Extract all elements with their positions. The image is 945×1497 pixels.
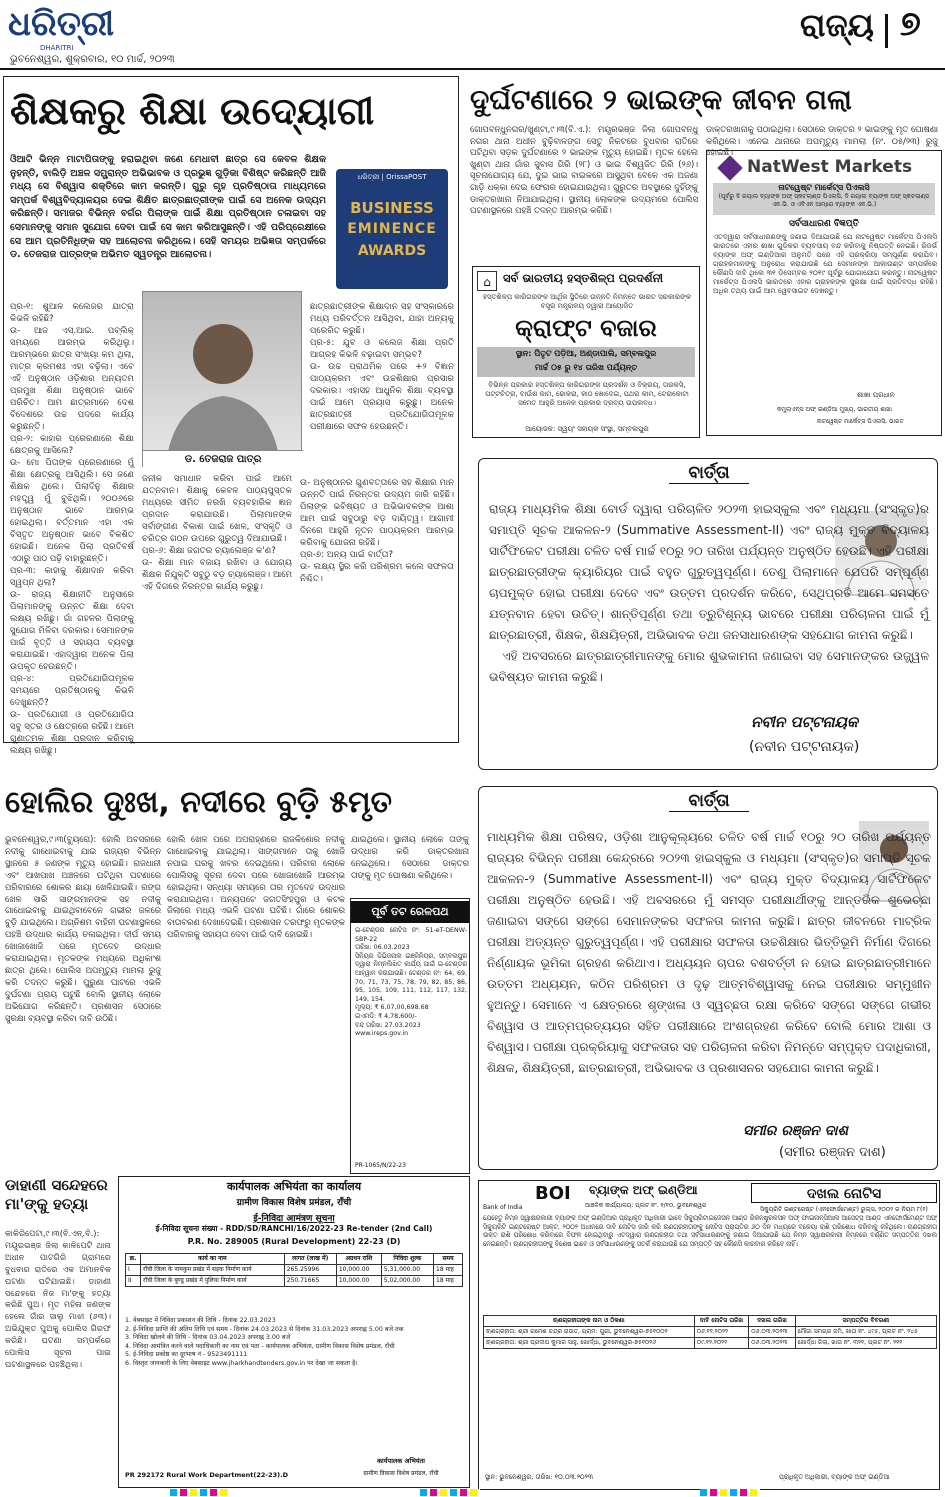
natwest-notice bbox=[706, 150, 942, 436]
award-title-3: AWARDS bbox=[357, 243, 427, 259]
jh-title-2: ग्रामीण विकास विशेष प्रमंडल, राँची bbox=[236, 1198, 352, 1208]
table-cell: 5,31,000.00 bbox=[381, 1265, 433, 1276]
story1-column-1: ପ୍ର-୧: ଶୁଆଳ କଲେଜର ଯାତ୍ରା କିଭଳି ରହିଛି? ଉ- ଆଜ ଏସ୍.ଆଇ. ପବ୍ଲିକ୍ ସମୟରେ ଆରମ୍ଭ କରିଥିଲୁ। ଆରମ୍ଭରେ ଛାତ୍ର ସଂଖ୍ୟା କମ ଥିଲା, ମାତ୍ର କ୍ରମଶଃ ଏହା ବଢ଼ିଲା। ଏବେ ଏହି ଅନୁଷ୍ଠାନ ଓଡ଼ିଶାର ଅନ୍ୟତମ ପ୍ରମୁଖ ଶିକ୍ଷା ଅନୁଷ୍ଠାନ ଭାବେ ପରିଚିତ। ଆମ ଛାତ୍ରମାନେ ଦେଶ ବିଦେଶରେ ଉଚ୍ଚ ପଦରେ କାର୍ଯ୍ୟ କରୁଛନ୍ତି। ପ୍ର-୨: କାହାର ପ୍ରେରଣାରେ ଶିକ୍ଷା କ୍ଷେତ୍ରକୁ ଆସିଲେ? ଉ- ମୋ ପିତାଙ୍କ ପ୍ରେରଣାରେ ମୁଁ ଶିକ୍ଷା କ୍ଷେତ୍ରକୁ ଆସିଥିଲି। ସେ ଜଣେ ଶିକ୍ଷକ ଥିଲେ। ପିଲାଦିନୁ ଶିକ୍ଷାର ମହତ୍ତ୍ୱ ମୁଁ ବୁଝିଥିଲି। ୨୦୦୬ରେ ଅନୁଷ୍ଠାନ ଭାବେ ଆରମ୍ଭ ହୋଇଥିଲା। ବର୍ତ୍ତମାନ ଏହା ଏକ ବିସ୍ତୃତ ଅନୁଷ୍ଠାନ ଭାବେ ବିକଶିତ ହୋଇଛି। ଅନେକ ପିଲା ପ୍ରତିବର୍ଷ ଏଠାରୁ ପାଠ ପଢ଼ି ବାହାରୁଛନ୍ତି। ପ୍ର-୩: କାହାକୁ ଶିକ୍ଷାଦାନ କରିବା ସ୍ୱପ୍ନ ଥିଲା? ଉ- ରାଜ୍ୟ ଶିକ୍ଷାନୀତି ଅନୁସାରେ ପିଲାମାନଙ୍କୁ ଉନ୍ନତ ଶିକ୍ଷା ଦେବା ଲକ୍ଷ୍ୟ ରଖିଛୁ। ଗାଁ ଗହଳର ପିଲାଙ୍କୁ ସୁଯୋଗ ମିଳିବା ଦରକାର। ସେମାନଙ୍କ ପାଇଁ ବୃତ୍ତି ଓ ସହାୟତା ବ୍ୟବସ୍ଥା କରାଯାଇଛି। ଏହାଦ୍ୱାରା ଅନେକ ପିଲା ଉପକୃତ ହେଉଛନ୍ତି। ପ୍ର-୪: ପ୍ରତିଯୋଗିତାମୂଳକ ସମୟରେ ପ୍ରତିଷ୍ଠାନକୁ କିଭଳି ଦେଖୁଛନ୍ତି? ଉ- ପ୍ରତିଯୋଗୀ ଓ ପ୍ରତିଯୋଗିତା ସବୁ ସ୍ତର ଓ କ୍ଷେତ୍ରରେ ରହିଛି। ଆମେ ଗୁଣାତ୍ମକ ଶିକ୍ଷା ପ୍ରଦାନ କରିବାକୁ ଲକ୍ଷ୍ୟ ରଖିଛୁ। bbox=[10, 302, 134, 756]
railway-ref: PR-1065/N/22-23 bbox=[355, 1162, 406, 1169]
craft-dates: ମାର୍ଚ୍ଚ ୦୫ ରୁ ୧୪ ତାରିଖ ପର୍ଯ୍ୟନ୍ତ bbox=[534, 363, 638, 372]
jh-notes: 1. वेबसाइट में निविदा प्रकाशन की तिथि - दिनांक 22.03.2023 2. ई-निविदा प्राप्ति की अंतिम तिथि एवं समय - दिनांक 24.03.2023 से दिनांक 31.03.2023 अपराह्न 5.00 बजे तक 3. निविदा खोलने की तिथि - दिनांक 03.04.2023 अपराह्न 3.00 बजे 4. निविदा आमंत्रित करने वाले पदाधिकारी का नाम एवं पता - कार्यपालक अभियंता, ग्रामीण विकास विशेष प्रमंडल, राँची 5. ई-निविदा प्रकोष्ठ का दूरभाष नं - 9523491111 6. विस्तृत जानकारी के लिए वेबसाइट www.jharkhandtenders.gov.in पर देखा जा सकता है। bbox=[125, 1317, 404, 1367]
award-title-1: BUSINESS bbox=[350, 199, 434, 217]
story3-column-2: ହୋଲି ଖେଳ ପରେ ଅପରାହ୍ଣରେ ରାଜକିଶୋର ନଦୀକୁ ଗାଧୋଇବାକୁ ଯାଇଥିଲା। ସାଙ୍ଗମାନେ ତାକୁ ଖୋଜି ନପାଇ ଘରକୁ ଖବର ଦେଇଥିଲେ। ପରିବାର ଲୋକେ ପୋଲିସକୁ ସୂଚନା ଦେବା ପରେ ଖୋଜାଖୋଜି ଆରମ୍ଭ ହୋଇଥିଲା। ସନ୍ଧ୍ୟା ସମୟରେ ତାର ମୃତଦେହ ଉଦ୍ଧାର କରାଯାଇଥିଲା। ଅନ୍ୟପଟେ ଜଗତସିଂହପୁର ଓ କଟକ ଜିଲାରେ ମଧ୍ୟ ଏଭଳି ଘଟଣା ଘଟିଛି। ଗାଁରେ ଶୋକର ବାତାବରଣ ଦେଖାଦେଇଛି। ପ୍ରଶାସନ ତରଫରୁ ମୃତକଙ୍କ ପରିବାରକୁ ସହାୟତା ଦେବା ପାଇଁ ଦାବି ହୋଇଛି। bbox=[167, 834, 348, 940]
jh-signer: कार्यपालक अभियंता bbox=[377, 1457, 425, 1465]
railway-title: ପୂର୍ବ ତଟ ରେଳପଥ bbox=[351, 901, 469, 923]
boi-signer: ପ୍ରାଧିକୃତ ଅଧିକାରୀ, ବ୍ୟାଙ୍କ ଅଫ୍ ଇଣ୍ଡିଆ bbox=[779, 1473, 890, 1481]
boi-possession-notice bbox=[478, 1180, 940, 1490]
person-silhouette bbox=[143, 292, 303, 468]
jh-header-cell: अग्रधन राशि bbox=[336, 1254, 381, 1265]
craft-venue-band bbox=[477, 347, 695, 377]
table-cell: 5,02,000.00 bbox=[381, 1276, 433, 1287]
jh-signer-2: ग्रामीण विकास विशेष प्रमंडल, राँची bbox=[363, 1470, 439, 1477]
cm-message bbox=[478, 458, 938, 770]
minister-message bbox=[478, 786, 938, 1170]
table-cell: राँची जिला के बुण्डू प्रखंड में पुलिया निर्माण कार्य bbox=[141, 1276, 285, 1287]
story2-headline: ଦୁର୍ଘଟଣାରେ ୨ ଭାଇଙ୍କ ଜୀବନ ଗଲା bbox=[470, 83, 852, 116]
story1-headline: ଶିକ୍ଷକରୁ ଶିକ୍ଷା ଉଦ୍ୟୋଗୀ bbox=[10, 89, 375, 133]
table-cell: ୦୯.୧୨.୨୦୨୨ bbox=[694, 1338, 749, 1349]
craft-footer: ଆୟୋଜକ: ସ୍ୱୟଂ ସହାୟକ ସଂସ୍ଥା, ସମ୍ବଲପୁର bbox=[525, 425, 649, 433]
boi-header-cell: ଋଣଗ୍ରହୀତାଙ୍କ ନାମ ଓ ଠିକଣା bbox=[484, 1316, 695, 1327]
natwest-body: ଏତଦ୍ୱାରା ସର୍ବସାଧାରଣଙ୍କୁ ଜଣାଇ ଦିଆଯାଉଛି ଯେ ନାଟୱେଷ୍ଟ ମାର୍କେଟ୍ସ ପିଏଲସି ଭାରତରେ ଏହାର ଶାଖା ଗୁଡ଼ିକର ବ୍ୟବସାୟ ବନ୍ଦ କରିବାକୁ ନିଷ୍ପତ୍ତି ନେଇଛି। ରିଜର୍ଭ ବ୍ୟାଙ୍କ ଅଫ୍ ଇଣ୍ଡିଆର ଅନୁମତି ପରେ ଏହି ପ୍ରକ୍ରିୟା ସମ୍ପୂର୍ଣ୍ଣ କରାଯିବ। ଗ୍ରାହକମାନଙ୍କୁ ଅନୁରୋଧ କରାଯାଉଛି ଯେ ସେମାନଙ୍କ ଆକାଉଣ୍ଟ ସମ୍ପର୍କରେ କୌଣସି ଦାବି ଥିଲେ ୩୧ ଡିସେମ୍ବର ୨୦୧୯ ପୂର୍ବରୁ ଯୋଗାଯୋଗ କରନ୍ତୁ। ନାଟୱେଷ୍ଟ ମାର୍କେଟ୍ସ ପିଏଲସି ଭାରତରେ ଏହାର ଗ୍ରାହକଙ୍କ ସୁରକ୍ଷା ପାଇଁ ପ୍ରତିବଦ୍ଧ ରହିଛି। ଅଧିକ ତଥ୍ୟ ପାଇଁ ଆମ ୱେବସାଇଟ ଦେଖନ୍ତୁ। bbox=[713, 233, 940, 295]
dateline: ଭୁବନେଶ୍ୱର, ଶୁକ୍ରବାର, ୧୦ ମାର୍ଚ୍ଚ, ୨୦୨୩ bbox=[10, 54, 175, 65]
jh-header-cell: लागत (लाख में) bbox=[284, 1254, 336, 1265]
portrait-photo bbox=[142, 291, 302, 467]
boi-header-cell: ସମ୍ପତ୍ତିର ବିବରଣୀ bbox=[795, 1316, 936, 1327]
story2-column-2: ଡାକ୍ତରଖାନାକୁ ପଠାଇଥିଲା। ସେଠାରେ ଡାକ୍ତର ୨ ଭାଇଙ୍କୁ ମୃତ ଘୋଷଣା କରିଥିଲେ। ଏନେଇ ଥାନାରେ ଅପମୃତ୍ୟୁ ମାମଲା (ନଂ. ୦୫/୨୩) ରୁଜୁ ହୋଇଛି। bbox=[706, 124, 941, 158]
photo-caption: ଡ. ତେଜରାଜ ପାତ୍ର bbox=[143, 450, 303, 468]
reg-dots bbox=[170, 1489, 230, 1496]
table-cell: 10,000.00 bbox=[336, 1276, 381, 1287]
story2-column-1: ଗୋପବନ୍ଧୁନଗର/ଖୁଣ୍ଟା,୯।୩(ବି.ଏ.): ମୟୂରଭଞ୍ଜ ଜିଲା ଗୋପବନ୍ଧୁ ନଗର ଥାନା ଅଧୀନ ବୁଢ଼ିବାଳଙ୍ଗ ସେତୁ ନିକଟରେ ବୁଧବାର ରାତିରେ ଘଟିଥିବା ସଡ଼କ ଦୁର୍ଘଟଣାରେ ୨ ଭାଇଙ୍କ ମୃତ୍ୟୁ ହୋଇଛି। ମୃତକ ହେଲେ ଖୁଣ୍ଟା ଥାନା ଗାଁର ସୁବାସ ଗିରି (୨୮) ଓ ଭାଇ ବିଶ୍ୱଜିତ ଗିରି (୨୬)। ସୂଚନାଯୋଗ୍ୟ ଯେ, ଦୁଇ ଭାଇ ବାଇକରେ ଆସୁଥିବା ବେଳେ ଏକ ଅଜଣା ଗାଡ଼ି ଧକ୍କା ଦେଇ ଫେରାର ହୋଇଯାଇଥିଲା। ଗୁରୁତର ଅବସ୍ଥାରେ ଦୁହିଁଙ୍କୁ ଡାକ୍ତରଖାନା ନିଆଯାଇଥିଲା। ସ୍ଥାନୀୟ ଲୋକଙ୍କ ଉଦ୍ୟମରେ ପୋଲିସ ଘଟଣାସ୍ଥଳରେ ପହଞ୍ଚି ତଦନ୍ତ ଆରମ୍ଭ କରିଛି। bbox=[470, 124, 701, 216]
boi-bank-name: ବ୍ୟାଙ୍କ ଅଫ୍ ଇଣ୍ଡିଆ bbox=[589, 1183, 698, 1197]
cm-signature: ନବୀନ ପଟ୍ଟନାୟକ bbox=[751, 713, 858, 731]
story-witchcraft-murder bbox=[3, 1176, 113, 1490]
table-cell: 10,000.00 bbox=[336, 1265, 381, 1276]
story1-column-3: ଜନୀକ ସମାଧାନ କରିବା ପାଇଁ ଆମେ ଯତ୍ନବାନ। ଶିକ୍ଷାକୁ କେବଳ ପାଠ୍ୟପୁସ୍ତକ ମଧ୍ୟରେ ସୀମିତ ନରଖି ବ୍ୟବହାରିକ ଜ୍ଞାନ ପ୍ରଦାନ କରାଯାଉଛି। ପିଲାମାନଙ୍କ ସର୍ବାଙ୍ଗୀଣ ବିକାଶ ପାଇଁ ଖେଳ, ସଂସ୍କୃତି ଓ ଚରିତ୍ର ଗଠନ ଉପରେ ଗୁରୁତ୍ୱ ଦିଆଯାଉଛି। ପ୍ର-୬: ଶିକ୍ଷା ଜଗତର ଚ୍ୟାଲେଞ୍ଜ କ'ଣ? ଉ- ଶିକ୍ଷା ମାନ ବଜାୟ ରଖିବା ଓ ଯୋଗ୍ୟ ଶିକ୍ଷକ ନିଯୁକ୍ତି ସବୁଠୁ ବଡ଼ ଚ୍ୟାଲେଞ୍ଜ। ଆମେ ଏହି ଦିଗରେ ନିରନ୍ତର କାର୍ଯ୍ୟ କରୁଛୁ। bbox=[142, 474, 292, 592]
natwest-signatory-3: ନାଟୱେଷ୍ଟ ମାର୍କେଟ୍ସ ପିଏଲସି, ଭାରତ bbox=[817, 418, 904, 425]
boi-logo-sub: Bank of India bbox=[483, 1204, 523, 1211]
minister-name: (ସମୀର ରଞ୍ଜନ ଦାଶ) bbox=[779, 1145, 886, 1160]
table-cell: ୦୬.୦୩.୨୦୨୩ bbox=[749, 1327, 795, 1338]
natwest-signatory: ଶାଖା ପ୍ରଧାନ bbox=[857, 391, 895, 399]
award-title-2: EMINENCE bbox=[347, 221, 437, 237]
boi-notice-title: ଦଖଲ ନୋଟିସ bbox=[751, 1183, 937, 1203]
story-teacher-entrepreneur bbox=[3, 76, 459, 756]
natwest-subtitle-2: (ପୂର୍ବରୁ ଦି ରୟାଲ ବ୍ୟାଙ୍କ ଅଫ୍ ସ୍କଟଲାଣ୍ଡ ପିଏଲସି, ଦି ରୟାଲ ବ୍ୟାଙ୍କ ଅଫ୍ ସ୍କଟଲାଣ୍ଡ ଏନ.ଭି. ଓ ଏବିଏନ ଆମ୍ରୋ ବ୍ୟାଙ୍କ ଏନ.ଭି.) bbox=[718, 193, 930, 208]
boi-notice-subtitle: ସିକ୍ୟୁରିଟି ଇଣ୍ଟରେଷ୍ଟ (ଏନଫୋର୍ସମେଣ୍ଟ) ରୁଲ୍ସ, ୨୦୦୨ ର ନିୟମ ୮(୧) bbox=[760, 1206, 928, 1213]
boi-office: ଆଞ୍ଚଳିକ କାର୍ଯ୍ୟାଳୟ: ପ୍ଲଟ ନଂ. ୧/୧୦, ଭୁବନେଶ୍ୱର bbox=[585, 1202, 707, 1209]
story4-headline: ଡାହାଣୀ ସନ୍ଦେହରେ ମା'ଙ୍କୁ ହତ୍ୟା bbox=[5, 1176, 108, 1213]
story3-column-3: ଯାଇଥିଲେ। ସ୍ଥାନୀୟ ଲୋକେ ତାଙ୍କୁ ଉଦ୍ଧାର କରି ଡାକ୍ତରଖାନା ନେଇଥିଲେ। ସେଠାରେ ଡାକ୍ତର ତାଙ୍କୁ ମୃତ ଘୋଷଣା କରିଥିଲେ। bbox=[351, 834, 472, 880]
minister-message-body: ମାଧ୍ୟମିକ ଶିକ୍ଷା ପରିଷଦ, ଓଡ଼ିଶା ଆନୁକୂଲ୍ୟରେ ଚଳିତ ବର୍ଷ ମାର୍ଚ୍ଚ ୧୦ରୁ ୨୦ ତାରିଖ ପର୍ଯ୍ୟନ୍ତ ରାଜ୍ୟର ବିଭିନ୍ନ ପରୀକ୍ଷା କେନ୍ଦ୍ରରେ ୨୦୨୩ ହାଇସ୍କୁଲ ଓ ମଧ୍ୟମା (ସଂସ୍କୃତ)ର ସମାପ୍ତି ସୂଚକ ଆକଳନ-୨ (Summative Assessment-II) ଏବଂ ରାଜ୍ୟ ମୁକ୍ତ ବିଦ୍ୟାଳୟ ସାର୍ଟିଫିକେଟ ପରୀକ୍ଷା ଅନୁଷ୍ଠିତ ହେଉଛି। ଏହି ଅବସରରେ ମୁଁ ସମସ୍ତ ପରୀକ୍ଷାର୍ଥୀଙ୍କୁ ଆନ୍ତରିକ ଶୁଭେଚ୍ଛା ଜଣାଇବା ସଙ୍ଗେ ସଙ୍ଗେ ସେମାନଙ୍କର ସଫଳତା କାମନା କରୁଛି। ଛାତ୍ର ଜୀବନରେ ମାଟ୍ରିକ ପରୀକ୍ଷା ଅତ୍ୟନ୍ତ ଗୁରୁତ୍ୱପୂର୍ଣ୍ଣ। ଏହି ପରୀକ୍ଷାର ସଫଳତା ଉଚ୍ଚଶିକ୍ଷାର ଭିତ୍ତିଭୂମି ନିର୍ମାଣ ଦିଗରେ ନିର୍ଣ୍ଣାୟକ ଭୂମିକା ଗ୍ରହଣ କରିଥାଏ। ଅଧ୍ୟୟନ ଚାପର ବଶବର୍ତ୍ତୀ ନ ହୋଇ ଛାତ୍ରଛାତ୍ରୀମାନେ ଉତ୍ତମ ଅଧ୍ୟୟନ, କଠିନ ପରିଶ୍ରମ ଓ ଦୃଢ଼ ଆତ୍ମବିଶ୍ୱାସକୁ ନେଇ ପରୀକ୍ଷାର ସମ୍ମୁଖୀନ ହୁଅନ୍ତୁ। ସେମାନେ ଏ କ୍ଷେତ୍ରରେ ଶୃଙ୍ଖଳା ଓ ସ୍ୱଚ୍ଛତା ରକ୍ଷା କରିବେ ସଙ୍ଗେ ସଙ୍ଗେ ଗଭୀର ବିଶ୍ୱାସ ଓ ଆତ୍ମପ୍ରତ୍ୟୟର ସହିତ ପରୀକ୍ଷାରେ ଅଂଶଗ୍ରହଣ କରିବେ ବୋଲି ମୋର ଆଶା ଓ ବିଶ୍ୱାସ। ପରୀକ୍ଷା ପ୍ରକ୍ରିୟାକୁ ସଫଳତାର ସହ ପରିଚାଳନା କରିବା ନିମନ୍ତେ ସମ୍ପୃକ୍ତ ପଦାଧିକାରୀ, ଶିକ୍ଷକ, ଶିକ୍ଷୟିତ୍ରୀ, ଛାତ୍ରଛାତ୍ରୀ, ଅଭିଭାବକ ଓ ପ୍ରଶାସନର ସହଯୋଗ କାମନା କରୁଛି। bbox=[487, 830, 935, 1075]
table-cell: ୦୬.୦୩.୨୦୨୩ bbox=[749, 1338, 795, 1349]
cm-name: (ନବୀନ ପଟ୍ଟନାୟକ) bbox=[749, 739, 860, 755]
table-cell: राँची जिला के नामकुम प्रखंड में सड़क निर्माण कार्य bbox=[141, 1265, 285, 1276]
natwest-subtitle: ନାଟୱେଷ୍ଟ ମାର୍କେଟ୍ସ ପିଏଲସି bbox=[778, 183, 870, 192]
table-cell: 265.25996 bbox=[284, 1265, 336, 1276]
jh-footer-pr: PR 292172 Rural Work Department(22-23).D bbox=[125, 1471, 289, 1479]
natwest-notice-title: ସର୍ବସାଧାରଣ ବିଜ୍ଞପ୍ତି bbox=[789, 219, 859, 229]
logo-subtitle: DHARITRI bbox=[40, 44, 74, 52]
craft-bazaar-ad bbox=[472, 266, 700, 438]
award-badge bbox=[336, 169, 448, 289]
table-cell: 18 माह bbox=[434, 1265, 463, 1276]
natwest-banner bbox=[713, 183, 935, 215]
story3-headline: ହୋଲିର ଦୁଃଖ, ନଦୀରେ ବୁଡ଼ି ୫ମୃତ bbox=[5, 785, 392, 820]
jh-notice: ई-निविदा आमंत्रण सूचना bbox=[253, 1214, 335, 1224]
award-brand-text: ଧରିତ୍ରୀ | OrissaPOST bbox=[357, 173, 427, 181]
page-number: ୭ bbox=[900, 4, 921, 44]
story1-column-2: ଛାତ୍ରଛାତ୍ରୀଙ୍କ ଶିକ୍ଷାଦାନ ସହ ସଂସ୍କାରରେ ମଧ୍ୟ ପରିବର୍ତ୍ତନ ଆସିଥିବା, ଯାହା ଅନ୍ୟକୁ ପ୍ରେରିତ କରୁଛି। ପ୍ର-୫: ଯୁବ ଓ କଲେଜ ଶିକ୍ଷା ପ୍ରତି ଆଗ୍ରହ କିଭଳି ବଢ଼ାଇବା ସମ୍ଭବ? ଉ- ଉଚ୍ଚ ପ୍ରାଥମିକ ପରେ +୨ ବିଜ୍ଞାନ ପାଠ୍ୟକ୍ରମ ଏବଂ ଉଚ୍ଚଶିକ୍ଷାର ପ୍ରସାର ଦରକାର। ଏହାସହ ଆଧୁନିକ ଶିକ୍ଷା ବ୍ୟବସ୍ଥା ପାଇଁ ଆମେ ପ୍ରୟାସ କରୁଛୁ। ଅନେକ ଛାତ୍ରଛାତ୍ରୀ ପ୍ରତିଯୋଗିତାମୂଳକ ପରୀକ୍ଷାରେ ସଫଳ ହେଉଛନ୍ତି। bbox=[310, 302, 454, 432]
jh-header-cell: कार्य का नाम bbox=[141, 1254, 285, 1265]
craft-venue: ସ୍ଥାନ: ପିତୃଟ ପଡ଼ିଆ, ଅଣ୍ଡାପାଲି, ସମ୍ବଲପୁର bbox=[515, 349, 657, 358]
logo: ଧରିତ୍ରୀ bbox=[8, 4, 115, 44]
craft-title: କ୍ରାଫ୍ଟ ବଜାର bbox=[515, 314, 657, 342]
table-cell: ଖୋର୍ଦ୍ଧା ଜିଲା, ଖାତା ନଂ. ୩୨୧, ପ୍ଲଟ ନଂ. ୨୧୧ bbox=[795, 1338, 936, 1349]
boi-body: ଯେହେତୁ ନିମ୍ନ ସ୍ୱାକ୍ଷରକାରୀ ବ୍ୟାଙ୍କ ଅଫ୍ ଇଣ୍ଡିଆର ପ୍ରାଧିକୃତ ଅଧିକାରୀ ଭାବେ ସିକ୍ୟୁରିଟାଇଜେସନ ଆଣ୍ଡ ରିକନଷ୍ଟ୍ରକସନ ଅଫ୍ ଫାଇନାନ୍ସିଆଲ ଆସେଟ୍ସ ଆଣ୍ଡ ଏନଫୋର୍ସମେଣ୍ଟ ଅଫ୍ ସିକ୍ୟୁରିଟି ଇଣ୍ଟରେଷ୍ଟ ଆକ୍ଟ, ୨୦୦୨ ଅଧୀନରେ ଦାବି ନୋଟିସ ଜାରି କରି ଋଣଗ୍ରହୀତାଙ୍କୁ ନୋଟିସ ପ୍ରାପ୍ତିର ୬୦ ଦିନ ମଧ୍ୟରେ ବକେୟା ରାଶି ପରିଶୋଧ କରିବାକୁ କହିଥିଲେ। ଋଣଗ୍ରହୀତା ଉକ୍ତ ରାଶି ପରିଶୋଧ କରିବାରେ ବିଫଳ ହୋଇଥିବାରୁ ଏତଦ୍ୱାରା ଋଣଗ୍ରହୀତା ତଥା ସର୍ବସାଧାରଣଙ୍କୁ ଜଣାଇ ଦିଆଯାଉଛି ଯେ ନିମ୍ନ ସ୍ୱାକ୍ଷରକାରୀ ନିମ୍ନରେ ବର୍ଣ୍ଣିତ ସମ୍ପତ୍ତିର ଦଖଲ ନେଇଛନ୍ତି। ଋଣଗ୍ରହୀତାଙ୍କୁ ବିଶେଷ ଭାବେ ଓ ସର୍ବସାଧାରଣଙ୍କୁ ସତର୍କ କରାଯାଉଛି ଯେ ସମ୍ପତ୍ତି ସହ କୌଣସି କାରବାର କରିବେ ନାହିଁ। bbox=[483, 1215, 940, 1248]
reg-dots bbox=[420, 1489, 480, 1496]
cm-message-body: ରାଜ୍ୟ ମାଧ୍ୟମିକ ଶିକ୍ଷା ବୋର୍ଡ ଦ୍ୱାରା ପରିଚାଳିତ ୨୦୨୩ ହାଇସ୍କୁଲ ଏବଂ ମଧ୍ୟମା (ସଂସ୍କୃତ)ର ସମାପ୍ତି ସୂଚକ ଆକଳନ-୨ (Summative Assessment-II) ଏବଂ ରାଜ୍ୟ ମୁକ୍ତ ବିଦ୍ୟାଳୟ ସାର୍ଟିଫିକେଟ ପରୀକ୍ଷା ଚଳିତ ବର୍ଷ ମାର୍ଚ୍ଚ ୧୦ରୁ ୨୦ ତାରିଖ ପର୍ଯ୍ୟନ୍ତ ଅନୁଷ୍ଠିତ ହେଉଛି। ଏହି ପରୀକ୍ଷା ଛାତ୍ରଛାତ୍ରୀଙ୍କ କ୍ୟାରିୟର ପାଇଁ ବହୁତ ଗୁରୁତ୍ୱପୂର୍ଣ୍ଣ। ତେଣୁ ପିଲାମାନେ ଯେପରି ସମ୍ପୂର୍ଣ୍ଣ ଚାପମୁକ୍ତ ହୋଇ ପରୀକ୍ଷା ଦେବେ ଏବଂ ଉତ୍ତମ ପ୍ରଦର୍ଶନ କରିବେ, ସେଥିପ୍ରତି ଆମେ ସମସ୍ତେ ଯତ୍ନବାନ ହେବା ଉଚିତ୍। ଶାନ୍ତିପୂର୍ଣ୍ଣ ତଥା ତ୍ରୁଟିଶୂନ୍ୟ ଭାବରେ ପରୀକ୍ଷା ପରିଚାଳନା ପାଇଁ ମୁଁ ଛାତ୍ରଛାତ୍ରୀ, ଶିକ୍ଷକ, ଶିକ୍ଷୟିତ୍ରୀ, ଅଭିଭାବକ ତଥା ଜନସାଧାରଣଙ୍କ ସହଯୋଗ କାମନା କରୁଛି। ଏହି ଅବସରରେ ଛାତ୍ରଛାତ୍ରୀମାନଙ୍କୁ ମୋର ଶୁଭକାମନା ଜଣାଇବା ସହ ସେମାନଙ୍କର ଉଜ୍ଜ୍ୱଳ ଭବିଷ୍ୟତ କାମନା କରୁଛି। bbox=[489, 502, 929, 684]
boi-table bbox=[483, 1315, 937, 1349]
craft-subheading: ହସ୍ତଶିଳ୍ପ କାରିଗରଙ୍କ ଆର୍ଥିକ ସ୍ଥିତିରେ ଉନ୍ନତି ନିମନ୍ତେ ଭାରତ ସରକାରଙ୍କ ବସ୍ତ୍ର ମନ୍ତ୍ରାଳୟ ଦ୍ୱାରା ଆୟୋଜିତ bbox=[482, 293, 694, 310]
table-row bbox=[484, 1327, 937, 1338]
boi-header-cell: ଦାବି ନୋଟିସ ତାରିଖ bbox=[694, 1316, 749, 1327]
story3-column-1: ଭୁବନେଶ୍ୱର,୯।୩(ବ୍ୟୁରୋ): ହୋଲି ଅବସରରେ ନଦୀକୁ ଗାଧୋଇବାକୁ ଯାଇ ରାଜ୍ୟର ବିଭିନ୍ନ ସ୍ଥାନରେ ୫ ଜଣଙ୍କ ମୃତ୍ୟୁ ହୋଇଛି। ରାଜଧାନୀ ଏବଂ ଆଖପାଖ ଅଞ୍ଚଳରେ ଘଟିଥିବା ଘଟଣାରେ ପରିବାରରେ ଶୋକର ଛାୟା ଖେଳିଯାଇଛି। ରଙ୍ଗ ଖେଳ ସାରି ସାଙ୍ଗମାନଙ୍କ ସହ ନଦୀକୁ ଗାଧୋଇବାକୁ ଯାଇଥିବାବେଳେ ଗଭୀର ଜଳରେ ବୁଡ଼ି ଯାଇଥିଲେ। ଅଗ୍ନିଶମ ବାହିନୀ ଘଟଣାସ୍ଥଳରେ ପହଞ୍ଚି ଉଦ୍ଧାର କାର୍ଯ୍ୟ ଚଳାଇଥିଲା। ଦୀର୍ଘ ସମୟ ଖୋଜାଖୋଜି ପରେ ମୃତଦେହ ଉଦ୍ଧାର କରାଯାଇଥିଲା। ମୃତକଙ୍କ ମଧ୍ୟରେ ଅଧିକାଂଶ ଛାତ୍ର ଥିଲେ। ପୋଲିସ ଅପମୃତ୍ୟୁ ମାମଲା ରୁଜୁ କରି ତଦନ୍ତ କରୁଛି। ପୁରୁଣା ଘାଟରେ ଏଭଳି ଦୁର୍ଘଟଣା ପ୍ରାୟ ଘଟୁଛି ବୋଲି ସ୍ଥାନୀୟ ଲୋକେ ଅଭିଯୋଗ କରିଛନ୍ତି। ପ୍ରଶାସନ ସେଠାରେ ସୁରକ୍ଷା ବ୍ୟବସ୍ଥା କରିବା ଦାବି ଉଠିଛି। bbox=[5, 834, 164, 1023]
table-cell: II bbox=[126, 1276, 141, 1287]
natwest-brand: NatWest Markets bbox=[747, 157, 913, 177]
table-row bbox=[484, 1338, 937, 1349]
jh-table bbox=[125, 1253, 463, 1287]
craft-logo-icon: ⌂ bbox=[477, 271, 497, 291]
table-row bbox=[126, 1276, 463, 1287]
story1-intro: ଓିଆଟି ଭିନ୍ନ ମାଟାପିତାଙ୍କୁ ହରାଇଥିବା ଜଣେ ମେଧାବୀ ଛାତ୍ର ସେ କେବଳ ଶିକ୍ଷକ ନୁହନ୍ତି, ବାଲିଡ଼ି ଅଞ୍ଚଳ ସମ୍ଭ୍ରାନ୍ତ ଅଭିଭାବକ ଓ ପ୍ରଭୁଜ୍ଞ ଗୁଡ଼ିକା ବିଶିଷ୍ଟ କରିଛନ୍ତି ଆଜି ମଧ୍ୟ ସେ ବିଶ୍ୱାସ ଶକ୍ତିରେ କାମ କରନ୍ତି। ଗୁରୁ ଗୃହ ପ୍ରତିଷ୍ଠାତା ମାଧ୍ୟମରେ ସମ୍ପର୍କ ବିଶ୍ୱବିଦ୍ୟାଳୟର ଦେଇ ଶିକ୍ଷିତ ଛାତ୍ରଛାତ୍ରୀଙ୍କ ପାଇଁ ସେ ଅନେକ ଉଦ୍ୟମ କରିଛନ୍ତି। ସମାଜର ବିଭିନ୍ନ ବର୍ଗର ପିଲାଙ୍କ ପାଇଁ ଶିକ୍ଷା ପ୍ରତିଷ୍ଠାନ ଚଳାଇବା ସହ ସେମାନଙ୍କୁ ସମାନ ସୁଯୋଗ ଦେବା ପାଇଁ ସେ କାମ କରିଆସୁଛନ୍ତି। ଏହି ପରିପ୍ରେକ୍ଷୀରେ ସେ ଆମ ପ୍ରତିନିଧିଙ୍କ ସହ ଆଲୋଚନା କରିଥିଲେ। ସେହି ସମୟର ଅଭିଜ୍ଞତା ସମ୍ପର୍କରେ ଡ. ତେଜରାଜ ପାତ୍ରଙ୍କ ଅଭିମତ ସ୍ୱତନ୍ତ୍ର ଆଲୋଚନା। bbox=[10, 154, 330, 261]
railway-body: ଇ-ଟେଣ୍ଡର ନୋଟିସ ନଂ: 51-eT-DENW-SBP-22 ତାରିଖ: 06.03.2023 ସିନିୟର ଡିଭିଜନାଲ ଇଞ୍ଜିନିୟର, ସମ୍ବଲପୁର ଦ୍ୱାରା ନିମ୍ନଲିଖିତ କାର୍ଯ୍ୟ ପାଇଁ ଇ-ଟେଣ୍ଡର ଆହ୍ୱାନ କରାଯାଉଛି। ଟେଣ୍ଡର ନଂ: 64, 69, 70, 71, 73, 75, 78, 79, 82, 85, 86, 95, 105, 109, 111, 112, 117, 132, 149, 154. ମୂଲ୍ୟ: ₹ 6,07,00,698.68 ଇଏମଡି: ₹ 4,78,600/- ବନ୍ଦ ତାରିଖ: 27.03.2023 www.ireps.gov.in bbox=[355, 927, 467, 1038]
jharkhand-tender bbox=[118, 1176, 470, 1488]
masthead bbox=[0, 0, 945, 70]
masthead-rule bbox=[0, 68, 945, 70]
story4-body: କାକିରିପେଟା,୯।୩(ବି.ଏନ୍.ବି.): ମୟୂରଭଞ୍ଜ ଜିଲା କାଳିପେଟି ଥାନା ଅଧୀନ ପାଟଗିରି ଗ୍ରାମରେ ବୁଧବାର ରାତିରେ ଏକ ଅମାନବିକ ଘଟଣା ଘଟିଯାଇଛି। ଡାହାଣୀ ସନ୍ଦେହରେ ନିଜ ମା'ଙ୍କୁ ହତ୍ୟା କରିଛି ପୁଅ। ମୃତ ମହିଳା ଜଣଙ୍କ ହେଲେ ଗାଁର ସାଲୁ ମାଝୀ (୬୩)। ଅଭିଯୁକ୍ତ ପୁଅକୁ ପୋଲିସ ଗିରଫ କରିଛି। ଘଟଣା ସମ୍ପର୍କରେ ପୋଲିସ ସୂଚନା ପାଇ ଘଟଣାସ୍ଥଳରେ ପହଞ୍ଚିଥିଲା। bbox=[5, 1228, 114, 1369]
table-cell: 18 माह bbox=[434, 1276, 463, 1287]
boi-header-cell: ଦଖଲ ତାରିଖ bbox=[749, 1316, 795, 1327]
minister-signature: ସମୀର ରଞ୍ଜନ ଦାଶ bbox=[743, 1123, 848, 1139]
jh-header-cell: क्र. bbox=[126, 1254, 141, 1265]
boi-place-date: ସ୍ଥାନ: ଭୁବନେଶ୍ୱର, ତାରିଖ: ୧୦.୦୩.୨୦୨୩ bbox=[485, 1473, 593, 1481]
jh-ref: ई-निविदा सूचना संख्या - RDD/SD/RANCHI/16/2022-23 Re-tender (2nd Call) bbox=[155, 1224, 433, 1233]
natwest-logo-icon bbox=[717, 155, 742, 180]
table-cell: ଋଣଗ୍ରହୀତା: ଶ୍ରୀ ପ୍ରଦୀପ କୁମାର ସାହୁ, ଖୋର୍ଦ୍ଧା, ଭୁବନେଶ୍ୱର-୭୫୧୦୧୬ bbox=[484, 1338, 695, 1349]
craft-heading: ସର୍ବ ଭାରତୀୟ ହସ୍ତଶିଳ୍ପ ପ୍ରଦର୍ଶନୀ bbox=[503, 271, 664, 285]
jh-pr: P.R. No. 289005 (Rural Development) 22-23 (D) bbox=[187, 1237, 401, 1246]
table-cell: ମୌଜା ସମଗ୍ର ଜମି, ଖାତା ନଂ. ୪୯୫, ପ୍ଲଟ ନଂ. ୨୪୫ bbox=[795, 1327, 936, 1338]
story1-column-4: ଉ- ଅନୁଷ୍ଠାନର ଗୁଣବତ୍ତାରେ ସହ ଶିକ୍ଷାର ମାନ ଉନ୍ନତି ପାଇଁ ନିରନ୍ତର ଉଦ୍ୟମ ଜାରି ରହିଛି। ପିଲାଙ୍କ ଭବିଷ୍ୟତ ଓ ଅଭିଭାବକଙ୍କ ଆଶା ଆମ ପାଇଁ ସବୁଠାରୁ ବଡ଼ ଦାୟିତ୍ୱ। ଆଗାମୀ ଦିନରେ ଆହୁରି ନୂତନ ପାଠ୍ୟକ୍ରମ ଆରମ୍ଭ କରିବାକୁ ଯୋଜନା ରହିଛି। ପ୍ର-୭: ଅନ୍ୟ ପାଇଁ ବାର୍ତ୍ତା? ଉ- ଲକ୍ଷ୍ୟ ସ୍ଥିର କରି ପରିଶ୍ରମ କଲେ ସଫଳତା ନିଶ୍ଚିତ। bbox=[300, 478, 454, 584]
jh-header-cell: निविदा शुल्क bbox=[381, 1254, 433, 1265]
natwest-signatory-2: କମ୍ପ୍ଲାଏନ୍ସ ଅଫ୍ ଇଣ୍ଡିଆ ମୁଖ୍ୟ, ଭାରତୀୟ ଶାଖା bbox=[777, 406, 893, 413]
table-row bbox=[126, 1265, 463, 1276]
section-title: ରାଜ୍ୟ bbox=[800, 6, 874, 44]
section-divider bbox=[885, 14, 888, 48]
jh-title-1: कार्यपालक अभियंता का कार्यालय bbox=[226, 1180, 362, 1193]
jh-header-cell: समय bbox=[434, 1254, 463, 1265]
table-cell: 250.71665 bbox=[284, 1276, 336, 1287]
reg-dots bbox=[700, 1489, 760, 1496]
craft-body: ବିଭିନ୍ନ ପ୍ରକାର ହସ୍ତଶିଳ୍ପ କାରିଗରଙ୍କ ପ୍ରଦର୍ଶନ ଓ ବିକ୍ରୟ, ତାରକସି, ପଟ୍ଟଚିତ୍ର, ବାଉଁଶ କାମ, ଢୋକରା, କାଠ ଖୋଦେଇ, ପଥର କାମ, ଟେରାକୋଟା ସମେତ ଆହୁରି ଅନେକ ପ୍ରକାର ଦ୍ରବ୍ୟ ଉପଲବ୍ଧ। bbox=[485, 381, 692, 407]
print-registration-strip bbox=[0, 1488, 945, 1497]
cm-message-title: ବାର୍ତ୍ତା bbox=[669, 463, 749, 484]
table-cell: ଋଣଗ୍ରହୀତା: ଶ୍ରୀ ରମେଶ ଚନ୍ଦ୍ର ରାଉତ, ଗ୍ରାମ: ପୁରୀ, ଭୁବନେଶ୍ୱର-୭୫୧୦୦୨ bbox=[484, 1327, 695, 1338]
railway-tender bbox=[350, 898, 470, 1174]
table-cell: I bbox=[126, 1265, 141, 1276]
table-cell: ୦୬.୧୨.୨୦୨୨ bbox=[694, 1327, 749, 1338]
minister-message-title: ବାର୍ତ୍ତା bbox=[669, 791, 749, 812]
boi-logo: BOI bbox=[535, 1183, 571, 1204]
